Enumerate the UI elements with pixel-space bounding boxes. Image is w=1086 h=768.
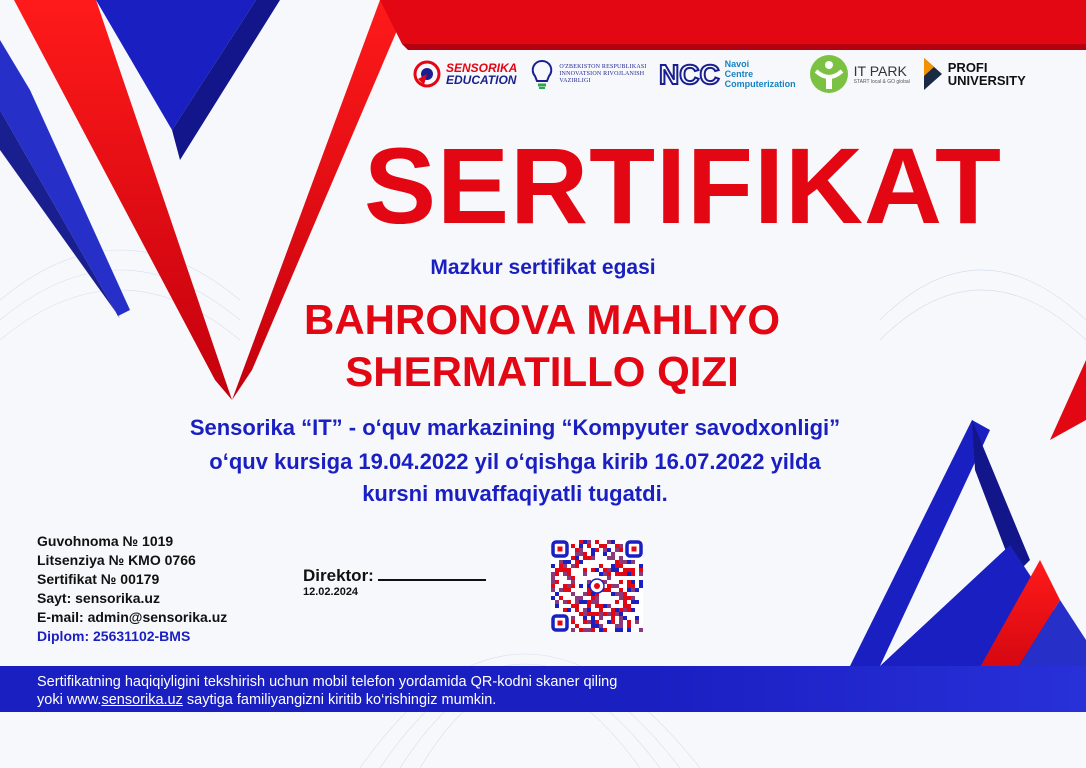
body-line3: kursni muvaffaqiyatli tugatdi. xyxy=(362,481,668,506)
red-right-stripe xyxy=(1050,360,1086,440)
innovation-logo-line2: INNOVATSION RIVOJLANISH xyxy=(559,70,645,77)
holder-name-line2: SHERMATILLO QIZI xyxy=(345,348,739,395)
partner-logos xyxy=(412,52,1026,96)
footer-line2-prefix: yoki www. xyxy=(37,692,102,708)
profi-university-logo xyxy=(922,56,1026,92)
sensorika-logo-line1: SENSORIKA xyxy=(446,61,518,75)
footer-website-link[interactable]: sensorika.uz xyxy=(101,692,183,708)
holder-name-line1: BAHRONOVA MAHLIYO xyxy=(304,296,780,343)
lightbulb-icon xyxy=(529,58,555,90)
guvohnoma-number: Guvohnoma № 1019 xyxy=(37,533,174,549)
navoi-logo-line1: Navoi xyxy=(724,59,750,69)
profi-emblem-icon xyxy=(922,56,944,92)
director-signature xyxy=(303,566,486,586)
body-line2: o‘quv kursiga 19.04.2022 yil o‘qishga kirib 16.07.2022 yilda xyxy=(209,449,821,474)
director-label: Direktor: xyxy=(303,566,374,585)
owner-label: Mazkur sertifikat egasi xyxy=(430,256,656,279)
footer-note xyxy=(37,673,617,709)
sensorika-emblem-icon xyxy=(412,59,442,89)
footer-line1: Sertifikatning haqiqiyligini tekshirish uchun mobil telefon yordamida QR-kodni skaner qiling xyxy=(37,674,618,690)
sensorika-logo xyxy=(412,59,517,89)
innovation-logo-line1: O'ZBEKISTON RESPUBLIKASI xyxy=(559,63,647,70)
footer-line2 xyxy=(37,691,617,709)
profi-logo-line2: UNIVERSITY xyxy=(947,73,1026,88)
profi-logo-line1: PROFI xyxy=(947,60,988,75)
innovation-logo-line3: VAZIRLIGI xyxy=(559,77,591,84)
website: Sayt: sensorika.uz xyxy=(37,590,160,606)
signature-line xyxy=(378,579,486,581)
it-park-title: IT PARK xyxy=(853,63,907,79)
diplom-number: Diplom: 25631102-BMS xyxy=(37,628,191,644)
director-date: 12.02.2024 xyxy=(303,586,359,598)
body-line1: Sensorika “IT” - o‘quv markazining “Kompyuter savodxonligi” xyxy=(189,415,841,440)
navoi-centre-logo xyxy=(659,59,796,89)
svg-text:NCC: NCC xyxy=(658,59,720,89)
footer-line2-suffix: saytiga familiyangizni kiritib ko‘rishingiz mumkin. xyxy=(182,692,497,708)
it-park-slogan: START local & GO global xyxy=(853,79,910,85)
it-park-emblem-icon xyxy=(808,53,850,95)
navoi-logo-line3: Computerization xyxy=(724,79,796,89)
litsenziya-number: Litsenziya № KMO 0766 xyxy=(37,552,196,568)
sensorika-logo-line2: EDUCATION xyxy=(446,73,517,87)
sertifikat-number: Sertifikat № 00179 xyxy=(37,571,160,587)
it-park-logo xyxy=(808,53,910,95)
red-top-band xyxy=(380,0,1086,44)
email: E-mail: admin@sensorika.uz xyxy=(37,609,228,625)
navoi-logo-line2: Centre xyxy=(724,69,754,79)
ncc-emblem-icon xyxy=(659,59,721,89)
qr-code[interactable] xyxy=(551,540,643,632)
certificate-info xyxy=(37,532,227,646)
innovation-ministry-logo xyxy=(529,58,646,90)
certificate-title: SERTIFIKAT xyxy=(364,125,1002,246)
